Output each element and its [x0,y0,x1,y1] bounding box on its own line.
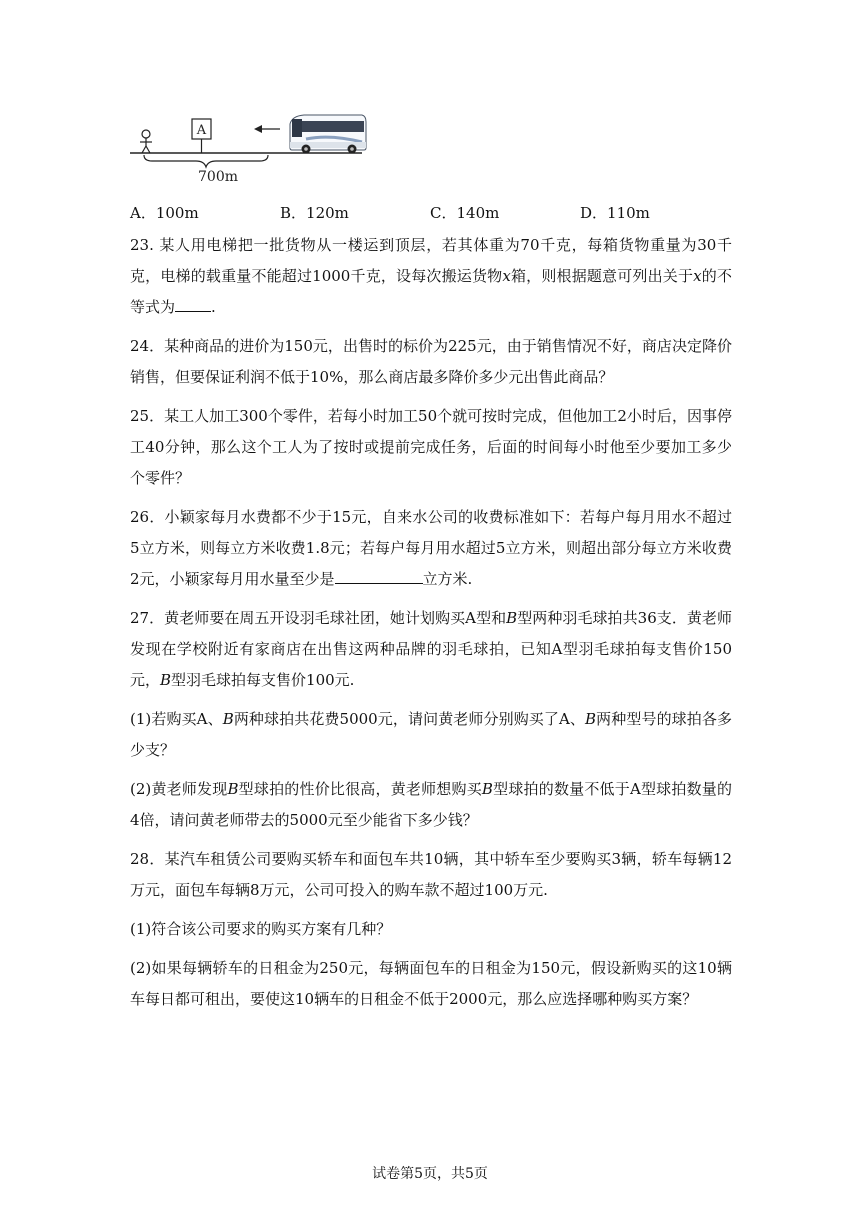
bus-icon [290,115,366,154]
question-26: 26．小颖家每月水费都不少于15元，自来水公司的收费标准如下：若每户每月用水不超过5立方米，则每立方米收费1.8元；若每户每月用水超过5立方米，则超出部分每立方米收费2元，小颖家每月用水量至少是 立方米. [130,508,732,588]
question-25: 25．某工人加工300个零件，若每小时加工50个就可按时完成，但他加工2小时后，因事停工40分钟，那么这个工人为了按时或提前完成任务，后面的时间每小时他至少要加工多少个零件？ [130,407,732,487]
question-23: 23. 某人用电梯把一批货物从一楼运到顶层，若其体重为70千克，每箱货物重量为30千克，电梯的载重量不能超过1000千克，设每次搬运货物x箱，则根据题意可列出关于x的不等式为 . [130,236,732,316]
question-27-part-1: (1)若购买A、B两种球拍共花费5000元，请问黄老师分别购买了A、B两种型号的球拍各多少支？ [130,710,732,759]
person-icon [140,130,152,153]
distance-label: 700m [198,169,238,185]
answer-options [130,201,730,225]
option-a: A．100m [130,204,199,222]
option-b: B．120m [280,204,349,222]
option-c: C．140m [430,204,500,222]
answer-blank[interactable] [335,565,423,584]
question-28-part-2: (2)如果每辆轿车的日租金为250元，每辆面包车的日租金为150元，假设新购买的这10辆车每日都可租出，要使这10辆车的日租金不低于2000元，那么应选择哪种购买方案？ [130,959,732,1008]
signpost-a [192,119,211,153]
question-27-part-2: (2)黄老师发现B型球拍的性价比很高，黄老师想购买B型球拍的数量不低于A型球拍数量的4倍，请问黄老师带去的5000元至少能省下多少钱？ [130,780,732,829]
box-label: A [196,123,207,138]
question-list [130,230,732,1023]
figure-svg [130,112,370,192]
question-28: 28．某汽车租赁公司要购买轿车和面包车共10辆，其中轿车至少要购买3辆，轿车每辆12万元，面包车每辆8万元，公司可投入的购车款不超过100万元. [130,850,732,899]
question-28-part-1: (1)符合该公司要求的购买方案有几种？ [130,920,392,938]
page-footer: 试卷第5页，共5页 [372,1166,488,1182]
distance-brace [144,155,268,167]
bus-distance-figure [130,112,370,192]
arrow-left-icon [254,125,280,133]
question-27: 27．黄老师要在周五开设羽毛球社团，她计划购买A型和B型两种羽毛球拍共36支．黄老师发现在学校附近有家商店在出售这两种品牌的羽毛球拍，已知A型羽毛球拍每支售价150元，B型羽毛球拍每支售价100元. [130,609,732,689]
option-d: D．110m [580,204,650,222]
question-24: 24．某种商品的进价为150元，出售时的标价为225元，由于销售情况不好，商店决定降价销售，但要保证利润不低于10%，那么商店最多降价多少元出售此商品？ [130,337,732,386]
answer-blank[interactable] [175,293,211,312]
